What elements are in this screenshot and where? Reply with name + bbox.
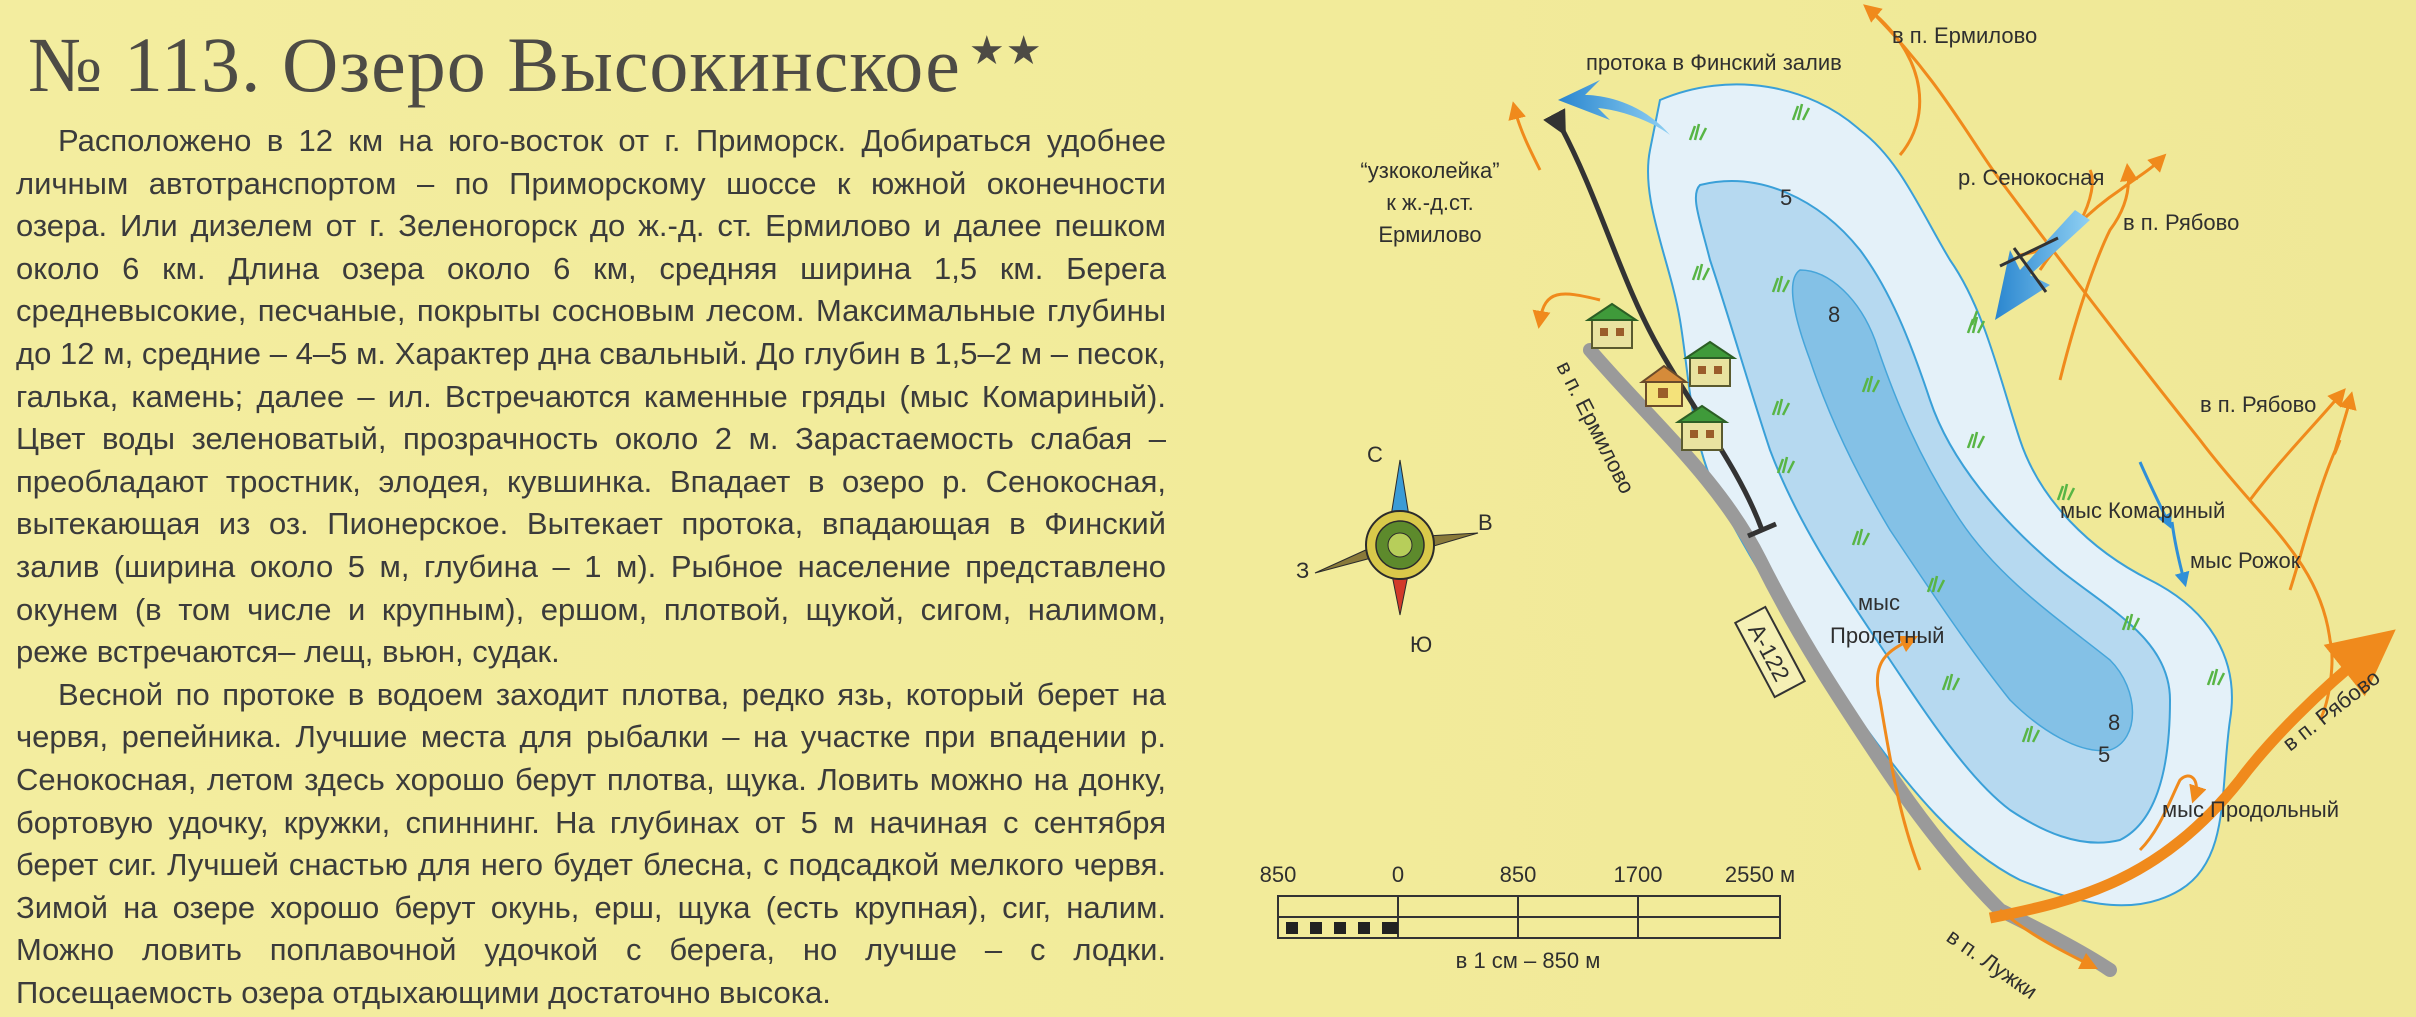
label-river: р. Сенокосная xyxy=(1958,165,2105,190)
compass-rose-icon xyxy=(1315,460,1478,615)
channel-outflow-arrow xyxy=(1558,80,1670,135)
description-paragraph-2: Весной по протоке в водоем заходит плотва, редко язь, который берет на червя, репейника. Лучшие места для рыбалки – на участке при впадении р. Сенокосная, летом здесь хорошо берут плотва, щука. Ловить можно на донку, бортовую удочку, кружки, спиннинг. На глубинах от 5 м начиная с сентября берет сиг. Лучшей снастью для него будет блесна, с подсадкой мелкого червя. Зимой на озере хорошо берут окунь, ерш, щука (есть крупная), сиг, налим. Можно ловить поплавочной удочкой с берега, но лучше – с лодки. Посещаемость озера отдыхающими достаточно высока. xyxy=(16,676,1166,1010)
house-icon xyxy=(1642,366,1686,406)
depth-label-5-north: 5 xyxy=(1780,185,1793,210)
depth-label-8-north: 8 xyxy=(1828,302,1841,327)
route-to-ermilovo-left xyxy=(1540,294,1600,320)
label-cape-proletny-2: Пролетный xyxy=(1830,623,1945,648)
scale-tick-5: 2550 м xyxy=(1724,862,1796,887)
route-north-arrow xyxy=(1515,110,1540,170)
depth-label-5-south: 5 xyxy=(2098,742,2111,767)
label-cape-komariny: мыс Комариный xyxy=(2060,498,2226,523)
label-cape-prodolny: мыс Продольный xyxy=(2162,797,2339,822)
compass-south: Ю xyxy=(1410,632,1433,657)
scale-tick-3: 850 xyxy=(1499,862,1537,887)
scale-tick-2: 0 xyxy=(1391,862,1405,887)
lake-name: Озеро Высокинское xyxy=(282,21,961,108)
label-to-ryabovo-1: в п. Рябово xyxy=(2123,210,2240,235)
label-narrow-gauge-2: к ж.-д.ст. xyxy=(1386,190,1474,215)
label-to-ermilovo-top: в п. Ермилово xyxy=(1892,23,2038,48)
road-label: А-122 xyxy=(1743,619,1796,686)
label-narrow-gauge-1: “узкоколейка” xyxy=(1360,158,1500,183)
compass-east: В xyxy=(1478,510,1493,535)
label-to-ryabovo-2: в п. Рябово xyxy=(2200,392,2317,417)
compass-west: З xyxy=(1296,558,1310,583)
label-to-ryabovo-3: в п. Рябово xyxy=(2277,664,2385,756)
compass-north: С xyxy=(1367,442,1383,467)
cabin-icon xyxy=(1588,304,1636,348)
scale-bar xyxy=(1278,896,1780,938)
label-cape-proletny-1: мыс xyxy=(1858,590,1900,615)
route-to-ryabovo-1 xyxy=(2060,172,2128,380)
current-arrow-rozhok xyxy=(2172,522,2184,580)
scale-tick-1: 850 xyxy=(1259,862,1297,887)
label-to-ermilovo-left: в п. Ермилово xyxy=(1551,356,1640,498)
label-channel: протока в Финский залив xyxy=(1586,50,1842,75)
label-cape-rozhok: мыс Рожок xyxy=(2190,548,2301,573)
label-to-luzhki: в п. Лужки xyxy=(1942,923,2043,1005)
scale-tick-4: 1700 xyxy=(1613,862,1663,887)
depth-label-8-south: 8 xyxy=(2108,710,2121,735)
rating-stars: ★★ xyxy=(968,28,1043,73)
description-paragraph-1: Расположено в 12 км на юго-восток от г. Приморск. Добираться удобнее личным автотранспортом – по Приморскому шоссе к южной оконечности озера. Или дизелем от г. Зеленогорск до ж.-д. ст. Ермилово и далее пешком около 6 км. Длина озера около 6 км, средняя ширина 1,5 км. Берега средневысокие, песчаные, покрыты сосновым лесом. Максимальные глубины до 12 м, средние – 4–5 м. Характер дна свальный. До глубин в 1,5–2 м – песок, галька, камень; далее – ил. Встречаются каменные гряды (мыс Комариный). Цвет воды зеленоватый, прозрачность около 2 м. Зарастаемость слабая – преобладают тростник, элодея, кувшинка. Впадает в озеро р. Сенокосная, вытекающая из оз. Пионерское. Вытекает протока, впадающая в Финский залив (ширина около 5 м, глубина – 1 м). Рыбное население представлено окунем (в том числе и крупным), ершом, плотвой, щукой, сигом, налимом, реже встречаются– лещ, вьюн, судак. xyxy=(16,123,1166,670)
scale-caption: в 1 см – 850 м xyxy=(1455,948,1601,973)
lake-number: № 113. xyxy=(28,21,262,108)
label-narrow-gauge-3: Ермилово xyxy=(1378,222,1482,247)
